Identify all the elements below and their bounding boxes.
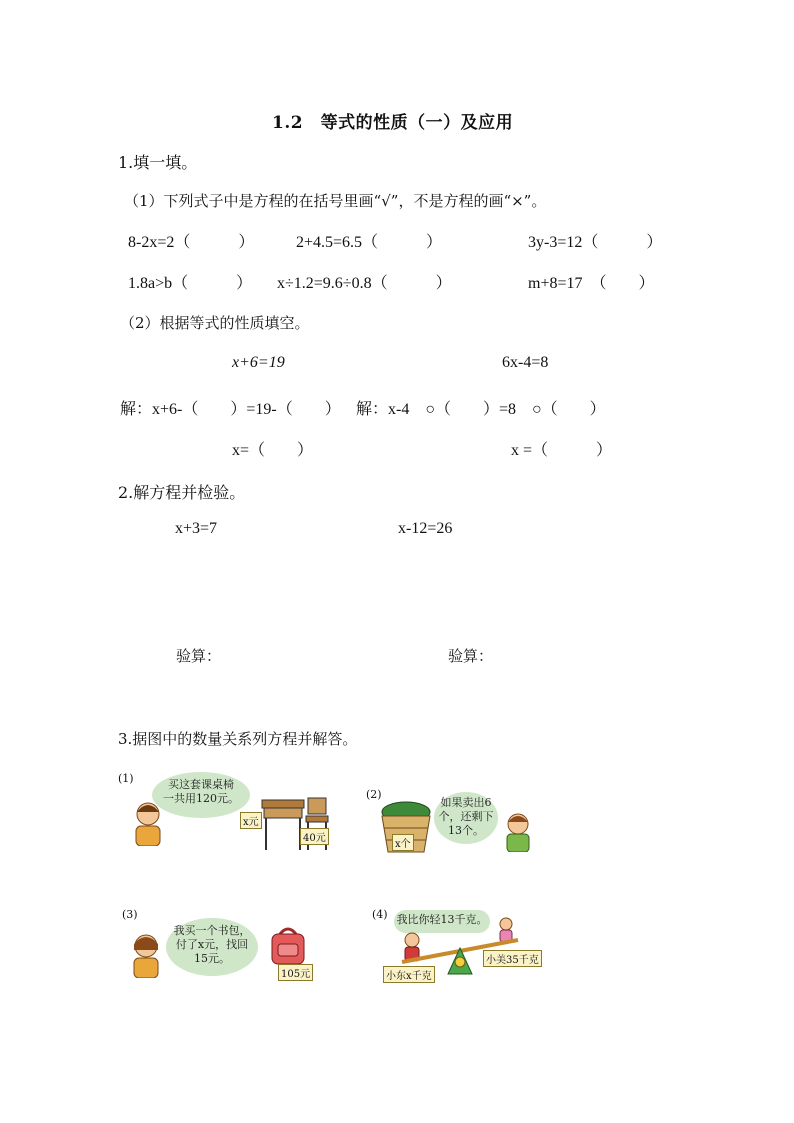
q3-heading: 3.据图中的数量关系列方程并解答。: [118, 730, 358, 748]
q3-panel4-number: (4): [372, 908, 388, 921]
q1-row2-item1: 1.8a>b（ ）: [128, 275, 253, 292]
q1-eq-left: x+6=19: [232, 354, 285, 371]
q3-panel1-tag-chair: 40元: [300, 828, 329, 845]
q1-part2-instruction: （2）根据等式的性质填空。: [120, 314, 310, 332]
q1-answer-left: x=（ ）: [232, 442, 314, 459]
q3-panel4-tag-xiaodong: 小东x千克: [383, 966, 435, 983]
bubble-line: 个，还剩下: [438, 810, 494, 823]
bubble-line: 付了x元，找回: [175, 938, 249, 951]
q1-solve-left: 解：x+6-（ ）=19-（ ）: [120, 401, 341, 418]
bubble-line: 买这套课桌椅: [168, 778, 234, 791]
q2-heading: 2.解方程并检验。: [118, 483, 246, 502]
q3-panel2-speech-bubble: [434, 792, 498, 844]
q1-eq-right: 6x-4=8: [502, 354, 549, 371]
q1-row1-item1: 8-2x=2（ ）: [128, 234, 255, 251]
q1-solve-right: 解：x-4 ○（ ）=8 ○（ ）: [356, 401, 606, 418]
q3-panel3-number: (3): [122, 908, 138, 921]
q3-panel1-number: (1): [118, 772, 134, 785]
bubble-line: 13个。: [448, 824, 484, 837]
q1-answer-right: x =（ ）: [511, 442, 613, 459]
q1-part1-instruction: （1）下列式子中是方程的在括号里画“√”，不是方程的画“×”。: [124, 192, 547, 210]
schoolbag-icon: [266, 926, 310, 966]
q1-row1-item3: 3y-3=12（ ）: [528, 234, 663, 251]
q3-panel2-tag: x个: [392, 834, 414, 851]
boy-icon: [126, 800, 170, 846]
q2-eq-right: x-12=26: [398, 520, 453, 537]
girl-icon: [500, 812, 536, 852]
bubble-line: 我买一个书包，: [173, 924, 251, 937]
q1-row2-item3: m+8=17 （ ）: [528, 275, 655, 292]
bubble-line: 一共用120元。: [163, 792, 239, 805]
q1-row2-item2: x÷1.2=9.6÷0.8（ ）: [277, 275, 452, 292]
bubble-line: 我比你轻13千克。: [396, 913, 488, 926]
q3-panel4-tag-xiaomei: 小美35千克: [483, 950, 542, 967]
q3-panel2-number: (2): [366, 788, 382, 801]
q1-row1-item2: 2+4.5=6.5（ ）: [296, 234, 443, 251]
bubble-line: 15元。: [194, 952, 230, 965]
q1-heading: 1.填一填。: [118, 153, 198, 172]
q3-panel1-tag-desk: x元: [240, 812, 262, 829]
q3-panel3-tag: 105元: [278, 964, 313, 981]
q2-check-left: 验算：: [176, 647, 222, 665]
bubble-line: 如果卖出6: [440, 796, 492, 809]
q2-check-right: 验算：: [448, 647, 494, 665]
girl-icon: [124, 932, 168, 978]
q2-eq-left: x+3=7: [175, 520, 218, 537]
q3-panel3-speech-bubble: [166, 918, 258, 976]
page-title: 1.2 等式的性质（一）及应用: [272, 113, 514, 133]
